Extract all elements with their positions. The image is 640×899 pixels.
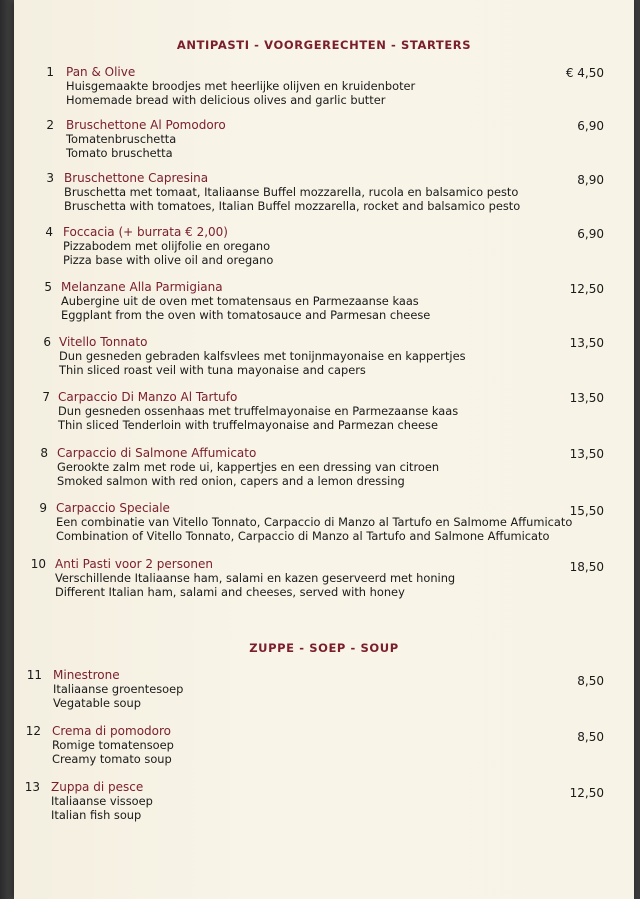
item-price: 13,50: [569, 447, 604, 461]
menu-page: [14, 0, 634, 899]
item-description-en: Different Italian ham, salami and cheeses, served with honey: [55, 585, 405, 599]
item-description-en: Homemade bread with delicious olives and garlic butter: [66, 93, 386, 107]
item-description-nl: Huisgemaakte broodjes met heerlijke olijven en kruidenboter: [66, 79, 416, 93]
item-description-nl: Verschillende Italiaanse ham, salami en kazen geserveerd met honing: [55, 571, 456, 585]
item-number: 9: [39, 501, 47, 515]
item-description-en: Vegatable soup: [53, 696, 141, 710]
item-name: Crema di pomodoro: [52, 724, 172, 738]
item-name: Bruschettone Al Pomodoro: [66, 118, 226, 132]
item-price: 13,50: [569, 391, 604, 405]
item-description-en: Eggplant from the oven with tomatosauce and Parmesan cheese: [61, 308, 431, 322]
item-description-en: Thin sliced Tenderloin with truffelmayonaise and Parmezan cheese: [58, 418, 438, 432]
item-number: 8: [40, 446, 48, 460]
item-description-en: Smoked salmon with red onion, capers and a lemon dressing: [57, 474, 405, 488]
item-price: 8,90: [577, 173, 604, 187]
item-price: 12,50: [569, 282, 604, 296]
item-description-en: Bruschetta with tomatoes, Italian Buffel mozzarella, rocket and balsamico pesto: [64, 199, 521, 213]
item-number: 6: [43, 335, 51, 349]
item-price: 6,90: [577, 119, 604, 133]
item-number: 5: [44, 280, 52, 294]
item-price: 15,50: [569, 504, 604, 518]
item-number: 1: [46, 65, 54, 79]
item-price: 6,90: [577, 227, 604, 241]
item-description-nl: Dun gesneden gebraden kalfsvlees met tonijnmayonaise en kappertjes: [59, 349, 466, 363]
item-price: 8,50: [577, 674, 604, 688]
item-name: Minestrone: [53, 668, 120, 682]
item-name: Pan & Olive: [66, 65, 136, 79]
item-description-nl: Italiaanse vissoep: [51, 794, 153, 808]
section-title-antipasti: ANTIPASTI - VOORGERECHTEN - STARTERS: [176, 38, 472, 52]
item-name: Foccacia (+ burrata € 2,00): [63, 225, 228, 239]
section-title-zuppe: ZUPPE - SOEP - SOUP: [249, 641, 399, 655]
item-number: 3: [46, 171, 54, 185]
item-name: Carpaccio di Salmone Affumicato: [57, 446, 257, 460]
item-description-en: Pizza base with olive oil and oregano: [63, 253, 274, 267]
background-edge: [0, 0, 14, 899]
item-price: 18,50: [569, 560, 604, 574]
item-number: 10: [30, 557, 46, 571]
item-description-nl: Bruschetta met tomaat, Italiaanse Buffel mozzarella, rucola en balsamico pesto: [64, 185, 519, 199]
item-number: 7: [42, 390, 50, 404]
item-description-nl: Tomatenbruschetta: [66, 132, 177, 146]
item-description-en: Italian fish soup: [51, 808, 142, 822]
item-description-en: Thin sliced roast veil with tuna mayonaise and capers: [59, 363, 366, 377]
item-price: € 4,50: [565, 66, 604, 80]
item-number: 2: [46, 118, 54, 132]
item-description-nl: Pizzabodem met olijfolie en oregano: [63, 239, 271, 253]
item-name: Bruschettone Capresina: [64, 171, 209, 185]
item-description-en: Combination of Vitello Tonnato, Carpaccio di Manzo al Tartufo and Salmone Affumicato: [56, 529, 550, 543]
item-name: Anti Pasti voor 2 personen: [55, 557, 213, 571]
item-description-nl: Dun gesneden ossenhaas met truffelmayonaise en Parmezaanse kaas: [58, 404, 459, 418]
item-description-en: Creamy tomato soup: [52, 752, 172, 766]
item-name: Zuppa di pesce: [51, 780, 144, 794]
item-number: 13: [24, 780, 40, 794]
item-description-nl: Een combinatie van Vitello Tonnato, Carpaccio di Manzo al Tartufo en Salmome Affumicato: [56, 515, 573, 529]
item-name: Carpaccio Speciale: [56, 501, 170, 515]
item-price: 13,50: [569, 336, 604, 350]
item-number: 12: [25, 724, 41, 738]
item-description-nl: Italiaanse groentesoep: [53, 682, 184, 696]
item-name: Carpaccio Di Manzo Al Tartufo: [58, 390, 238, 404]
item-description-en: Tomato bruschetta: [66, 146, 173, 160]
item-name: Vitello Tonnato: [59, 335, 148, 349]
item-description-nl: Gerookte zalm met rode ui, kappertjes en een dressing van citroen: [57, 460, 440, 474]
item-description-nl: Aubergine uit de oven met tomatensaus en Parmezaanse kaas: [61, 294, 419, 308]
item-price: 12,50: [569, 786, 604, 800]
item-name: Melanzane Alla Parmigiana: [61, 280, 223, 294]
item-description-nl: Romige tomatensoep: [52, 738, 174, 752]
item-number: 4: [45, 225, 53, 239]
item-number: 11: [26, 668, 42, 682]
item-price: 8,50: [577, 730, 604, 744]
